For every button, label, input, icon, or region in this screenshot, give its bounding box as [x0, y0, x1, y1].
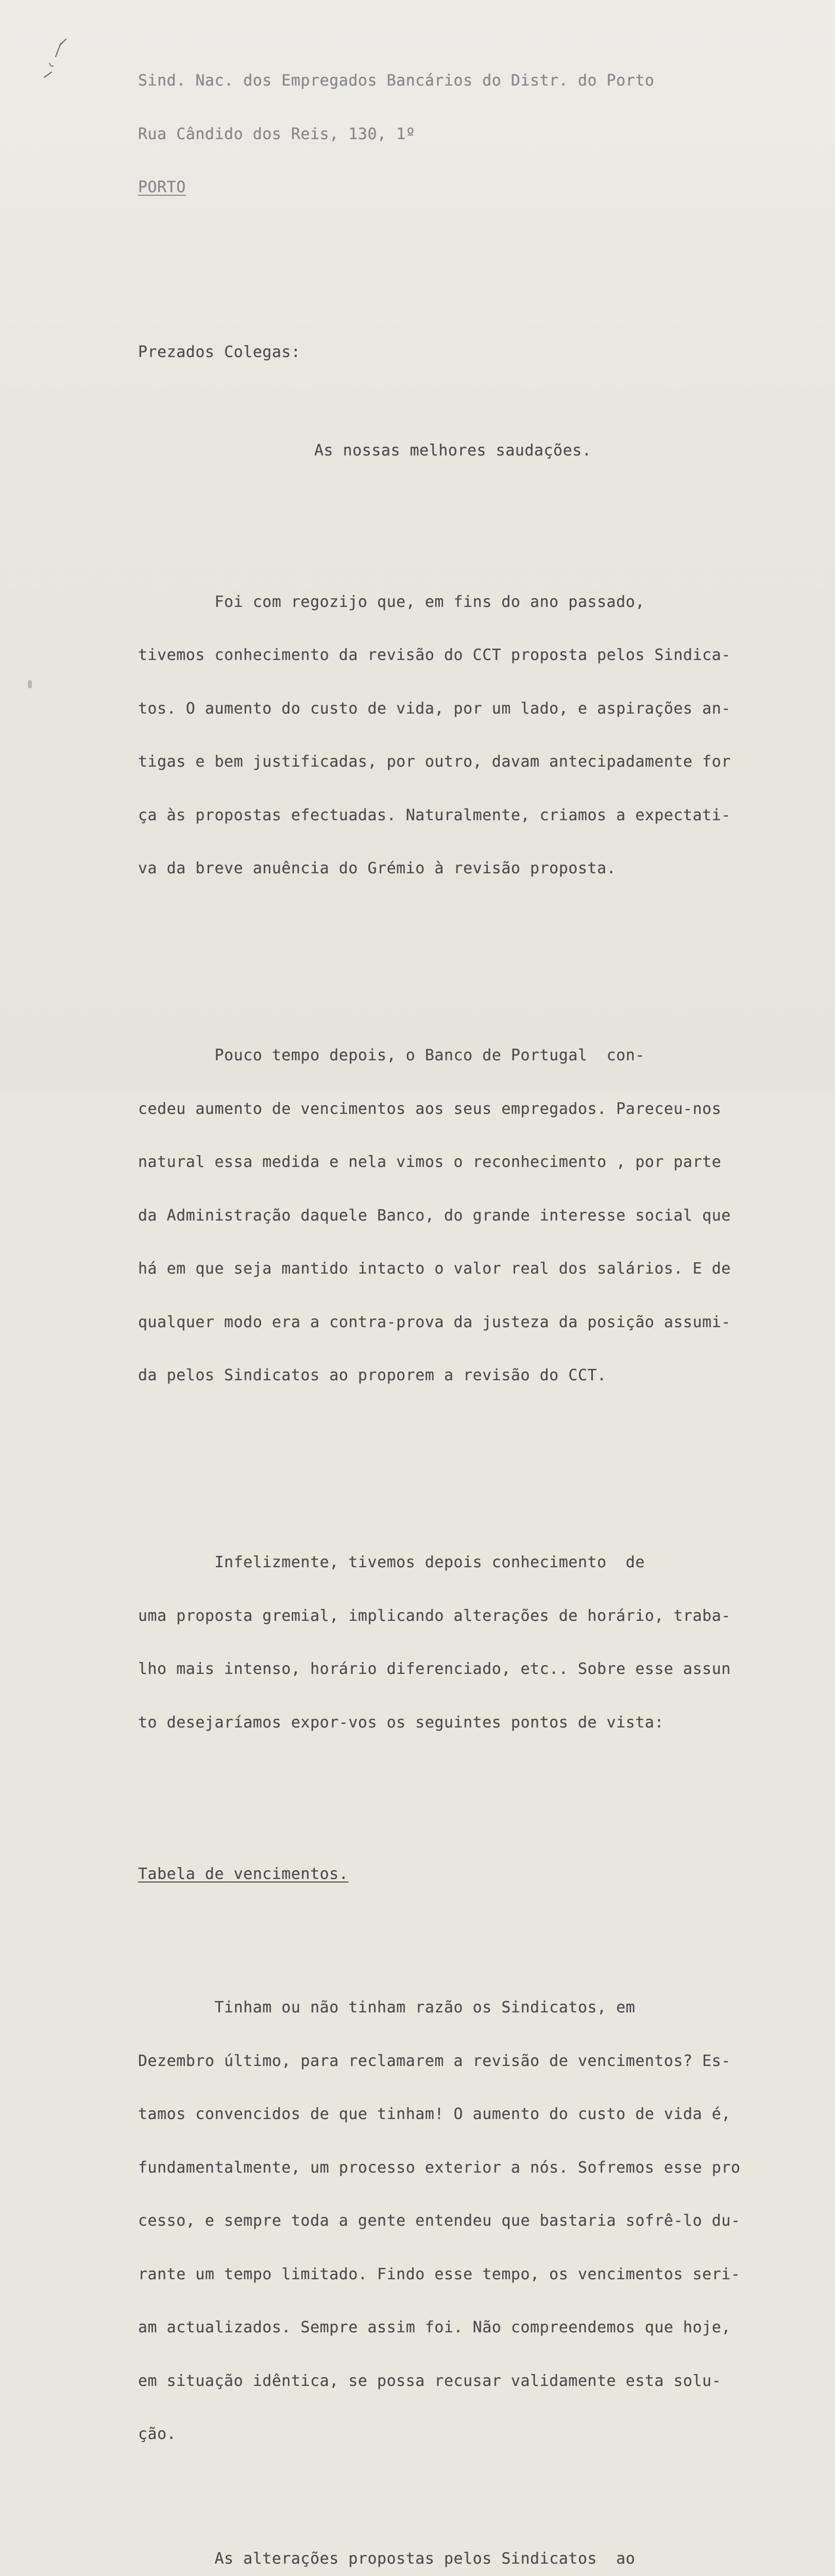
paragraph-line: rante um tempo limitado. Findo esse tempo, os vencimentos seri-	[138, 2266, 823, 2284]
address-line-1: Sind. Nac. dos Empregados Bancários do Distr. do Porto	[138, 72, 823, 90]
letter-body	[138, 1, 823, 2576]
paragraph-3	[138, 1518, 823, 1767]
paragraph-2	[138, 1011, 823, 1420]
paragraph-line: Dezembro último, para reclamarem a revisão de vencimentos? Es-	[138, 2053, 823, 2071]
section-1-paragraph-1	[138, 1963, 823, 2479]
section-heading-vencimentos: Tabela de vencimentos.	[138, 1866, 823, 1884]
section-1-paragraph-2	[138, 2515, 823, 2576]
paragraph-line: am actualizados. Sempre assim foi. Não compreendemos que hoje,	[138, 2319, 823, 2337]
paragraph-line: va da breve anuência do Grémio à revisão proposta.	[138, 860, 823, 878]
paragraph-line: Pouco tempo depois, o Banco de Portugal con-	[138, 1047, 823, 1065]
paragraph-line: natural essa medida e nela vimos o reconhecimento , por parte	[138, 1154, 823, 1172]
paragraph-line: da Administração daquele Banco, do grande interesse social que	[138, 1207, 823, 1225]
paragraph-line: há em que seja mantido intacto o valor real dos salários. E de	[138, 1260, 823, 1278]
greeting: As nossas melhores saudações.	[138, 442, 823, 460]
paragraph-line: lho mais intenso, horário diferenciado, etc.. Sobre esse assun	[138, 1660, 823, 1679]
paragraph-line: Tinham ou não tinham razão os Sindicatos, em	[138, 1999, 823, 2017]
paragraph-line: qualquer modo era a contra-prova da justeza da posição assumi-	[138, 1314, 823, 1332]
paragraph-line: fundamentalmente, um processo exterior a nós. Sofremos esse pro	[138, 2159, 823, 2177]
paragraph-line: As alterações propostas pelos Sindicatos ao	[138, 2550, 823, 2568]
paragraph-line: to desejaríamos expor-vos os seguintes pontos de vista:	[138, 1714, 823, 1732]
paragraph-line: Infelizmente, tivemos depois conhecimento de	[138, 1554, 823, 1572]
paragraph-1	[138, 558, 823, 913]
paragraph-line: em situação idêntica, se possa recusar validamente esta solu-	[138, 2372, 823, 2391]
paragraph-line: da pelos Sindicatos ao proporem a revisão do CCT.	[138, 1367, 823, 1385]
document-page	[0, 0, 835, 1092]
address-block	[138, 37, 823, 232]
pen-mark-icon	[40, 36, 71, 77]
paragraph-line: ça às propostas efectuadas. Naturalmente, criamos a expectati-	[138, 807, 823, 825]
paragraph-line: uma proposta gremial, implicando alterações de horário, traba-	[138, 1607, 823, 1625]
address-line-2: Rua Cândido dos Reis, 130, 1º	[138, 126, 823, 144]
paragraph-line: tamos convencidos de que tinham! O aumento do custo de vida é,	[138, 2106, 823, 2124]
paragraph-line: ção.	[138, 2426, 823, 2444]
paper-spot	[28, 680, 32, 688]
paragraph-line: tigas e bem justificadas, por outro, davam antecipadamente for	[138, 753, 823, 771]
paragraph-line: cedeu aumento de vencimentos aos seus empregados. Pareceu-nos	[138, 1100, 823, 1118]
paragraph-line: tivemos conhecimento da revisão do CCT proposta pelos Sindica-	[138, 647, 823, 665]
paragraph-line: Foi com regozijo que, em fins do ano passado,	[138, 594, 823, 612]
paragraph-line: cesso, e sempre toda a gente entendeu que bastaria sofrê-lo du-	[138, 2212, 823, 2230]
salutation: Prezados Colegas:	[138, 344, 823, 362]
paragraph-line: tos. O aumento do custo de vida, por um lado, e aspirações an-	[138, 700, 823, 718]
address-city: PORTO	[138, 179, 823, 197]
